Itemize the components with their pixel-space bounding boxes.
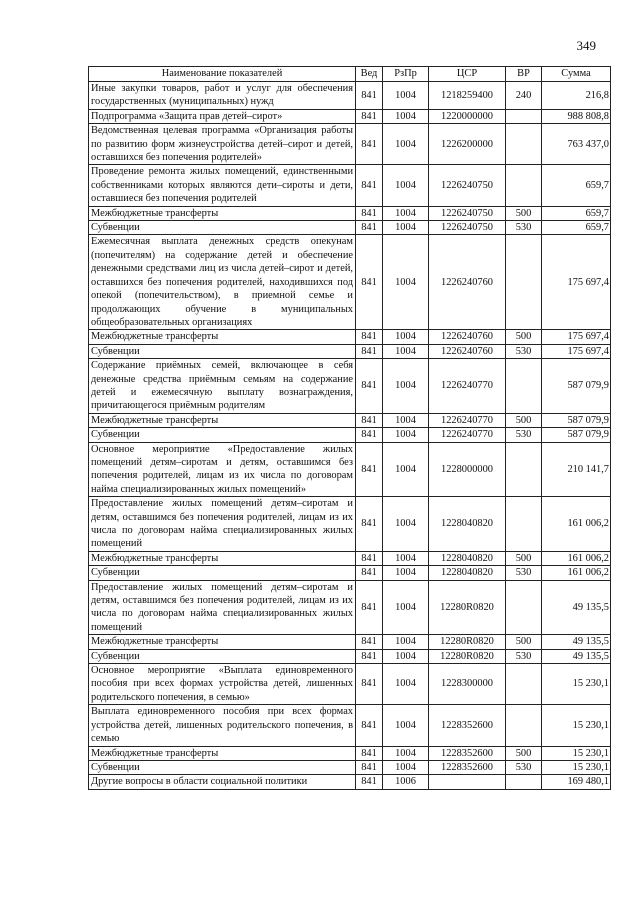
row-csr-cell: 1228000000 (429, 442, 506, 497)
row-sum-cell: 659,7 (542, 165, 611, 206)
row-rzpr-cell: 1004 (383, 635, 429, 649)
table-row (89, 344, 611, 358)
row-sum-cell: 49 135,5 (542, 649, 611, 663)
row-name-cell: Ежемесячная выплата денежных средств опекунам (попечителям) на содержание детей и обеспечение денежными средствами лиц из числа детей–сирот и детей, оставшихся без попечения родителей, находившихся под опекой (попечительством), в приемной семье и продолжающих обучение в муниципальных общеобразовательных организациях (89, 235, 356, 330)
row-name-cell: Субвенции (89, 221, 356, 235)
row-vr-cell: 500 (506, 551, 542, 565)
row-ved-cell: 841 (356, 760, 383, 774)
row-rzpr-cell: 1004 (383, 344, 429, 358)
row-sum-cell: 161 006,2 (542, 551, 611, 565)
row-csr-cell: 1228040820 (429, 497, 506, 552)
table-row (89, 566, 611, 580)
row-name-cell: Межбюджетные трансферты (89, 330, 356, 344)
table-row (89, 664, 611, 705)
row-ved-cell: 841 (356, 109, 383, 123)
row-sum-cell: 210 141,7 (542, 442, 611, 497)
row-csr-cell: 1226200000 (429, 124, 506, 165)
row-vr-cell (506, 580, 542, 635)
row-csr-cell: 1220000000 (429, 109, 506, 123)
row-sum-cell: 15 230,1 (542, 664, 611, 705)
table-row (89, 82, 611, 110)
table-row (89, 359, 611, 414)
row-name-cell: Подпрограмма «Защита прав детей–сирот» (89, 109, 356, 123)
row-csr-cell: 12280R0820 (429, 580, 506, 635)
row-name-cell: Субвенции (89, 428, 356, 442)
page-number: 349 (576, 38, 596, 53)
row-name-cell: Межбюджетные трансферты (89, 206, 356, 220)
row-rzpr-cell: 1004 (383, 442, 429, 497)
row-rzpr-cell: 1006 (383, 775, 429, 789)
row-rzpr-cell: 1004 (383, 580, 429, 635)
row-rzpr-cell: 1004 (383, 82, 429, 110)
row-name-cell: Проведение ремонта жилых помещений, единственными собственниками которых являются дети–сироты и дети, оставшиеся без попечения родителей (89, 165, 356, 206)
row-sum-cell: 161 006,2 (542, 497, 611, 552)
row-ved-cell: 841 (356, 344, 383, 358)
row-sum-cell: 169 480,1 (542, 775, 611, 789)
row-csr-cell: 1228352600 (429, 705, 506, 746)
row-vr-cell: 240 (506, 82, 542, 110)
row-vr-cell: 530 (506, 344, 542, 358)
table-row (89, 206, 611, 220)
row-vr-cell (506, 235, 542, 330)
row-vr-cell: 530 (506, 428, 542, 442)
table-row (89, 428, 611, 442)
row-ved-cell: 841 (356, 235, 383, 330)
row-csr-cell: 1228040820 (429, 551, 506, 565)
row-ved-cell: 841 (356, 775, 383, 789)
row-csr-cell: 1226240770 (429, 359, 506, 414)
row-name-cell: Межбюджетные трансферты (89, 746, 356, 760)
row-name-cell: Субвенции (89, 344, 356, 358)
row-name-cell: Субвенции (89, 649, 356, 663)
row-ved-cell: 841 (356, 221, 383, 235)
row-ved-cell: 841 (356, 413, 383, 427)
row-ved-cell: 841 (356, 497, 383, 552)
header-name: Наименование показателей (89, 67, 356, 82)
row-ved-cell: 841 (356, 82, 383, 110)
row-rzpr-cell: 1004 (383, 165, 429, 206)
row-name-cell: Межбюджетные трансферты (89, 635, 356, 649)
row-name-cell: Межбюджетные трансферты (89, 551, 356, 565)
row-rzpr-cell: 1004 (383, 235, 429, 330)
row-vr-cell: 500 (506, 746, 542, 760)
row-csr-cell: 12280R0820 (429, 649, 506, 663)
row-ved-cell: 841 (356, 649, 383, 663)
row-rzpr-cell: 1004 (383, 566, 429, 580)
row-ved-cell: 841 (356, 580, 383, 635)
row-name-cell: Выплата единовременного пособия при всех формах устройства детей, лишенных родительского попечения, в семью (89, 705, 356, 746)
row-ved-cell: 841 (356, 551, 383, 565)
row-vr-cell: 500 (506, 635, 542, 649)
row-rzpr-cell: 1004 (383, 124, 429, 165)
row-sum-cell: 49 135,5 (542, 580, 611, 635)
row-ved-cell: 841 (356, 566, 383, 580)
row-csr-cell: 12280R0820 (429, 635, 506, 649)
row-vr-cell (506, 442, 542, 497)
row-vr-cell (506, 124, 542, 165)
row-ved-cell: 841 (356, 428, 383, 442)
row-name-cell: Субвенции (89, 760, 356, 774)
row-name-cell: Содержание приёмных семей, включающее в себя денежные средства приёмным семьям на содержание детей и ежемесячную выплату вознаграждения, причитающегося приёмным родителям (89, 359, 356, 414)
header-vr: ВР (506, 67, 542, 82)
row-csr-cell: 1226240770 (429, 413, 506, 427)
table-row (89, 413, 611, 427)
table-row (89, 635, 611, 649)
budget-table (88, 66, 611, 790)
table-row (89, 775, 611, 789)
row-ved-cell: 841 (356, 124, 383, 165)
row-ved-cell: 841 (356, 206, 383, 220)
row-sum-cell: 15 230,1 (542, 746, 611, 760)
row-csr-cell: 1218259400 (429, 82, 506, 110)
row-rzpr-cell: 1004 (383, 746, 429, 760)
table-row (89, 760, 611, 774)
row-csr-cell: 1226240750 (429, 206, 506, 220)
row-rzpr-cell: 1004 (383, 664, 429, 705)
row-name-cell: Другие вопросы в области социальной политики (89, 775, 356, 789)
row-sum-cell: 15 230,1 (542, 705, 611, 746)
row-vr-cell: 530 (506, 760, 542, 774)
row-vr-cell (506, 705, 542, 746)
header-csr: ЦСР (429, 67, 506, 82)
row-rzpr-cell: 1004 (383, 551, 429, 565)
row-sum-cell: 15 230,1 (542, 760, 611, 774)
row-name-cell: Иные закупки товаров, работ и услуг для обеспечения государственных (муниципальных) нужд (89, 82, 356, 110)
row-sum-cell: 161 006,2 (542, 566, 611, 580)
row-vr-cell (506, 109, 542, 123)
row-sum-cell: 175 697,4 (542, 235, 611, 330)
table-row (89, 705, 611, 746)
row-csr-cell: 1228040820 (429, 566, 506, 580)
row-sum-cell: 216,8 (542, 82, 611, 110)
row-csr-cell: 1226240760 (429, 344, 506, 358)
row-sum-cell: 587 079,9 (542, 413, 611, 427)
row-vr-cell: 500 (506, 330, 542, 344)
row-vr-cell: 500 (506, 206, 542, 220)
row-rzpr-cell: 1004 (383, 359, 429, 414)
row-sum-cell: 49 135,5 (542, 635, 611, 649)
row-name-cell: Основное мероприятие «Выплата единовременного пособия при всех формах устройства детей, лишенных родительского попечения, в семью» (89, 664, 356, 705)
row-name-cell: Предоставление жилых помещений детям–сиротам и детям, оставшимся без попечения родителей, лицам из их числа по договорам найма специализированных жилых помещений (89, 497, 356, 552)
row-rzpr-cell: 1004 (383, 760, 429, 774)
row-sum-cell: 659,7 (542, 206, 611, 220)
table-row (89, 330, 611, 344)
row-name-cell: Субвенции (89, 566, 356, 580)
header-row (89, 67, 611, 82)
row-csr-cell (429, 775, 506, 789)
row-name-cell: Межбюджетные трансферты (89, 413, 356, 427)
table-row (89, 649, 611, 663)
row-name-cell: Предоставление жилых помещений детям–сиротам и детям, оставшимся без попечения родителей, лицам из их числа по договорам найма специализированных жилых помещений (89, 580, 356, 635)
row-sum-cell: 175 697,4 (542, 344, 611, 358)
row-rzpr-cell: 1004 (383, 109, 429, 123)
row-csr-cell: 1226240760 (429, 235, 506, 330)
row-csr-cell: 1226240750 (429, 165, 506, 206)
row-vr-cell (506, 497, 542, 552)
row-rzpr-cell: 1004 (383, 413, 429, 427)
row-sum-cell: 763 437,0 (542, 124, 611, 165)
table-row (89, 497, 611, 552)
row-ved-cell: 841 (356, 165, 383, 206)
row-ved-cell: 841 (356, 664, 383, 705)
row-csr-cell: 1228352600 (429, 760, 506, 774)
row-vr-cell (506, 165, 542, 206)
header-rzpr: РзПр (383, 67, 429, 82)
row-rzpr-cell: 1004 (383, 206, 429, 220)
row-vr-cell (506, 359, 542, 414)
row-rzpr-cell: 1004 (383, 497, 429, 552)
header-ved: Вед (356, 67, 383, 82)
row-csr-cell: 1226240750 (429, 221, 506, 235)
header-sum: Сумма (542, 67, 611, 82)
row-ved-cell: 841 (356, 330, 383, 344)
table-row (89, 165, 611, 206)
table-row (89, 109, 611, 123)
row-rzpr-cell: 1004 (383, 330, 429, 344)
row-rzpr-cell: 1004 (383, 649, 429, 663)
row-sum-cell: 587 079,9 (542, 359, 611, 414)
row-ved-cell: 841 (356, 442, 383, 497)
row-ved-cell: 841 (356, 746, 383, 760)
row-vr-cell: 530 (506, 566, 542, 580)
row-ved-cell: 841 (356, 359, 383, 414)
row-rzpr-cell: 1004 (383, 705, 429, 746)
row-csr-cell: 1228300000 (429, 664, 506, 705)
row-csr-cell: 1228352600 (429, 746, 506, 760)
row-vr-cell: 530 (506, 221, 542, 235)
row-vr-cell: 500 (506, 413, 542, 427)
table-row (89, 442, 611, 497)
table-row (89, 221, 611, 235)
row-name-cell: Основное мероприятие «Предоставление жилых помещений детям–сиротам и детям, оставшимся без попечения родителей, лицам из их числа по договорам найма специализированных жилых помещений» (89, 442, 356, 497)
table-row (89, 746, 611, 760)
row-vr-cell: 530 (506, 649, 542, 663)
row-csr-cell: 1226240770 (429, 428, 506, 442)
table-row (89, 235, 611, 330)
row-name-cell: Ведомственная целевая программа «Организация работы по развитию форм жизнеустройства детей–сирот и детей, оставшихся без попечения родителей» (89, 124, 356, 165)
table-row (89, 124, 611, 165)
row-csr-cell: 1226240760 (429, 330, 506, 344)
row-ved-cell: 841 (356, 635, 383, 649)
row-ved-cell: 841 (356, 705, 383, 746)
row-sum-cell: 988 808,8 (542, 109, 611, 123)
row-sum-cell: 587 079,9 (542, 428, 611, 442)
row-rzpr-cell: 1004 (383, 428, 429, 442)
row-sum-cell: 659,7 (542, 221, 611, 235)
row-vr-cell (506, 775, 542, 789)
row-vr-cell (506, 664, 542, 705)
table-row (89, 551, 611, 565)
row-rzpr-cell: 1004 (383, 221, 429, 235)
row-sum-cell: 175 697,4 (542, 330, 611, 344)
table-row (89, 580, 611, 635)
